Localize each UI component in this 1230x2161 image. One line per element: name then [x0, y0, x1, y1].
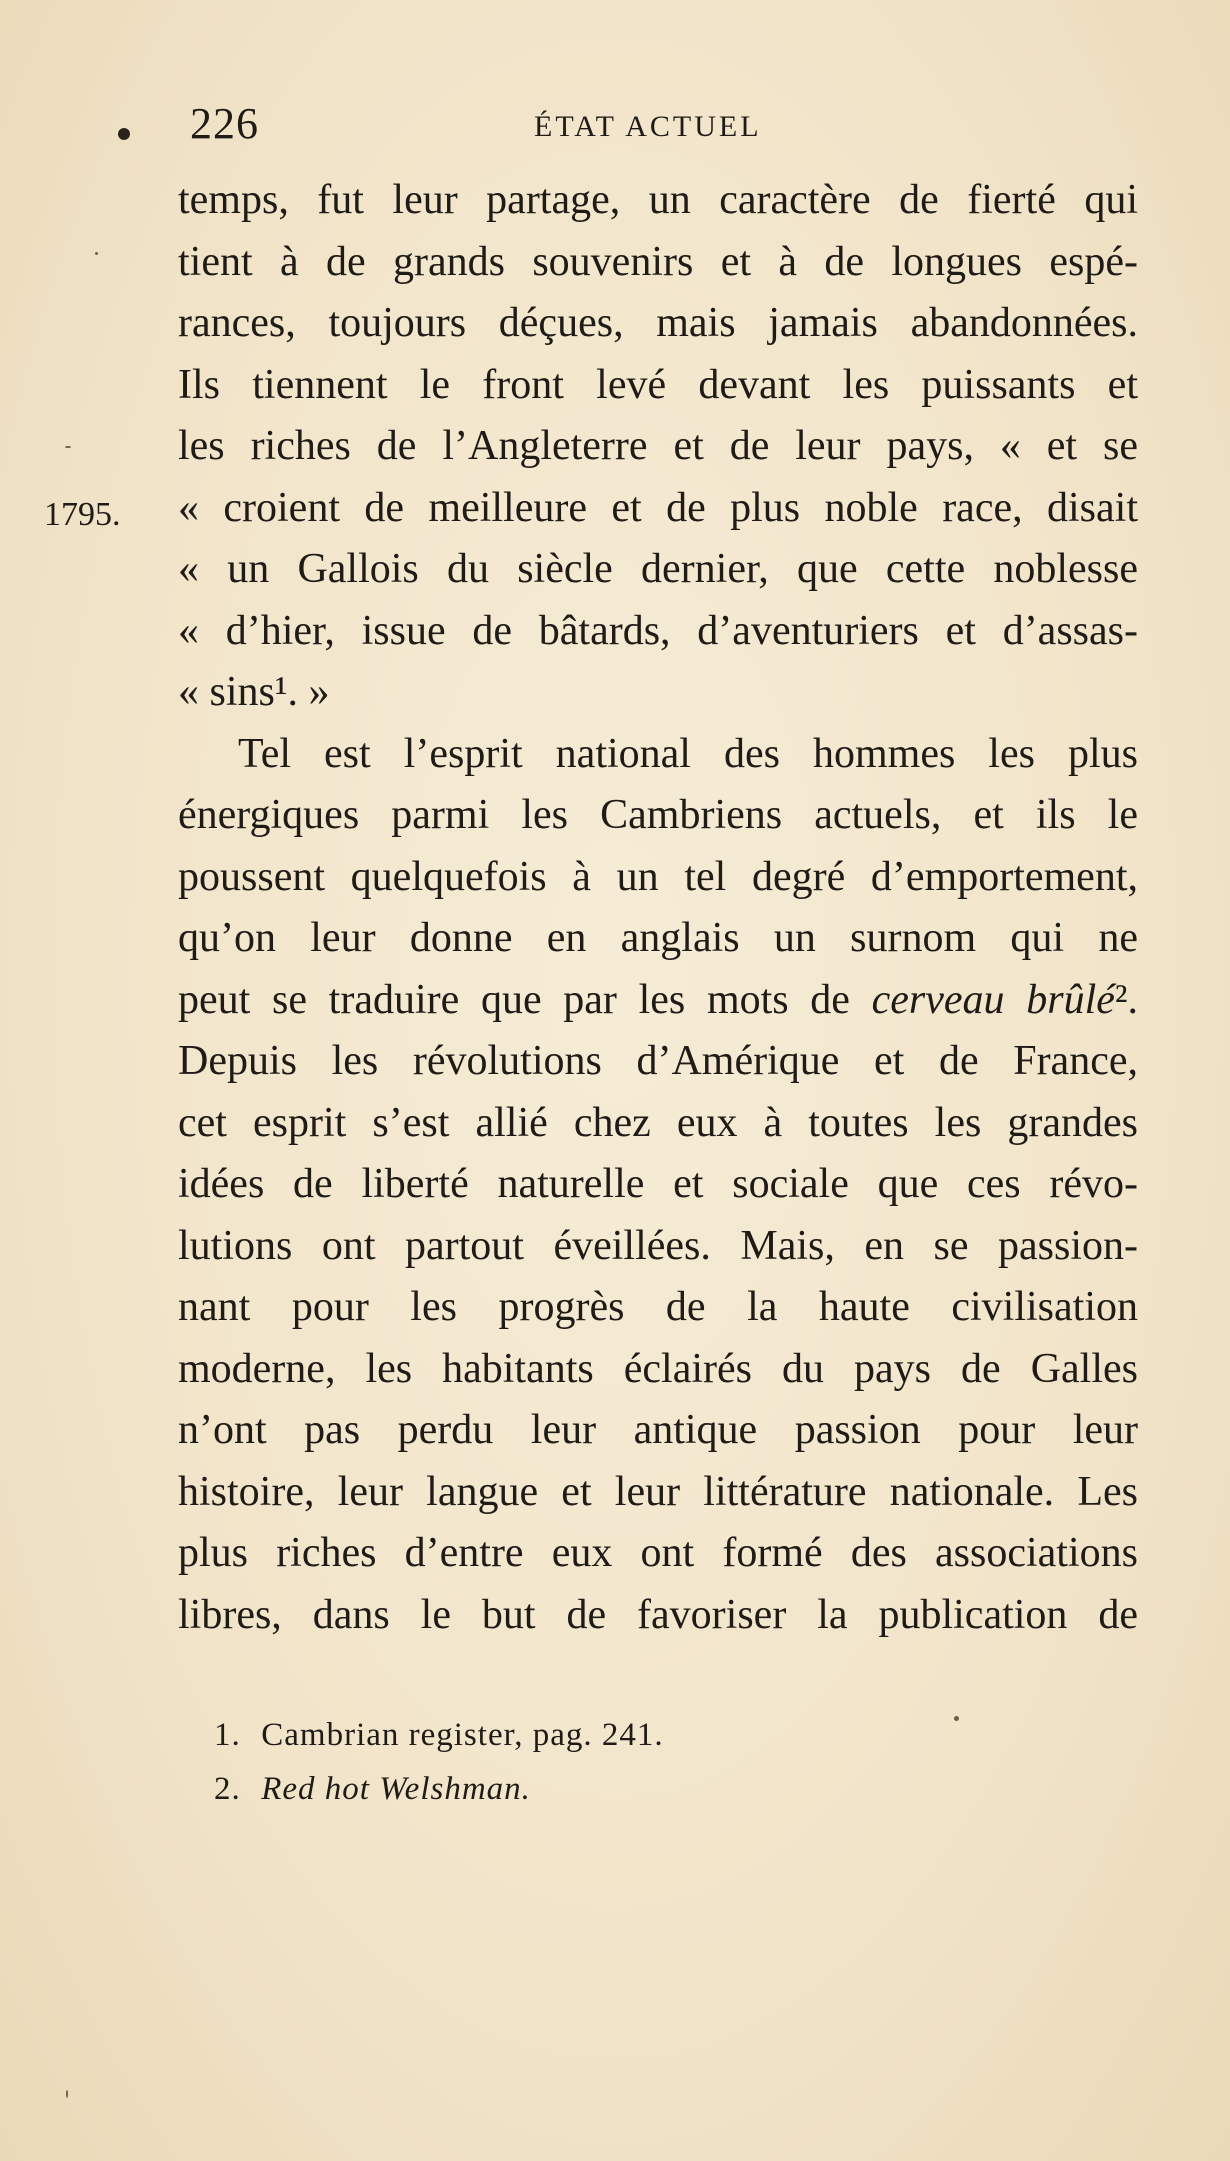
text-line: Depuis les révolutions d’Amérique et de France,	[178, 1038, 1138, 1084]
footnotes	[214, 1708, 664, 1816]
text-line: libres, dans le but de favoriser la publication de	[178, 1591, 1138, 1638]
text-line: qu’on leur donne en anglais un surnom qui ne	[178, 915, 1138, 961]
text-line-with-italic	[178, 970, 1138, 1032]
body-text	[178, 170, 1138, 1646]
text-line: lutions ont partout éveillées. Mais, en se passion-	[178, 1222, 1138, 1269]
footnote-number: 1.	[214, 1717, 241, 1753]
footnote-text: Cambrian register, pag. 241.	[261, 1717, 664, 1753]
text-line: histoire, leur langue et leur littérature nationale. Les	[178, 1468, 1138, 1515]
paper-speck	[95, 252, 98, 255]
text-line: « sins¹. »	[178, 669, 330, 715]
text-line: plus riches d’entre eux ont formé des associations	[178, 1530, 1138, 1576]
footnote-ref: ².	[1114, 976, 1138, 1023]
page-number: 226	[190, 99, 259, 148]
text-line: rances, toujours déçues, mais jamais abandonnées.	[178, 300, 1138, 346]
text-line: idées de liberté naturelle et sociale que ces révo-	[178, 1161, 1138, 1207]
text-line: tient à de grands souvenirs et à de longues espé-	[178, 238, 1138, 285]
paper-speck	[66, 2090, 68, 2098]
page-header	[0, 98, 1230, 158]
text-line: « croient de meilleure et de plus noble race, disait	[178, 484, 1138, 531]
text-line: « un Gallois du siècle dernier, que cette noblesse	[178, 546, 1138, 592]
footnote-text: Red hot Welshman.	[261, 1771, 531, 1807]
text-line: poussent quelquefois à un tel degré d’emportement,	[178, 853, 1138, 900]
footnote-2	[214, 1762, 664, 1816]
text-line: Ils tiennent le front levé devant les puissants et	[178, 361, 1138, 408]
paper-speck	[954, 1716, 959, 1721]
text-line: moderne, les habitants éclairés du pays de Galles	[178, 1345, 1138, 1392]
text-line: énergiques parmi les Cambriens actuels, et ils le	[178, 792, 1138, 838]
italic-phrase: cerveau brûlé	[871, 976, 1115, 1023]
text-line: cet esprit s’est allié chez eux à toutes les grandes	[178, 1099, 1138, 1146]
text-segment: peut se traduire que par les mots de	[178, 976, 850, 1023]
text-line: les riches de l’Angleterre et de leur pays, « et se	[178, 423, 1138, 469]
text-line: Tel est l’esprit national des hommes les plus	[238, 730, 1138, 777]
text-line: nant pour les progrès de la haute civilisation	[178, 1284, 1138, 1330]
text-line: « d’hier, issue de bâtards, d’aventuriers et d’assas-	[178, 607, 1138, 654]
margin-year-note: 1795.	[44, 496, 121, 533]
text-line: n’ont pas perdu leur antique passion pour leur	[178, 1407, 1138, 1453]
footnote-number: 2.	[214, 1771, 241, 1807]
running-title: ÉTAT ACTUEL	[534, 110, 762, 143]
footnote-1	[214, 1708, 664, 1762]
text-line: temps, fut leur partage, un caractère de fierté qui	[178, 177, 1138, 223]
paper-speck	[65, 446, 71, 448]
